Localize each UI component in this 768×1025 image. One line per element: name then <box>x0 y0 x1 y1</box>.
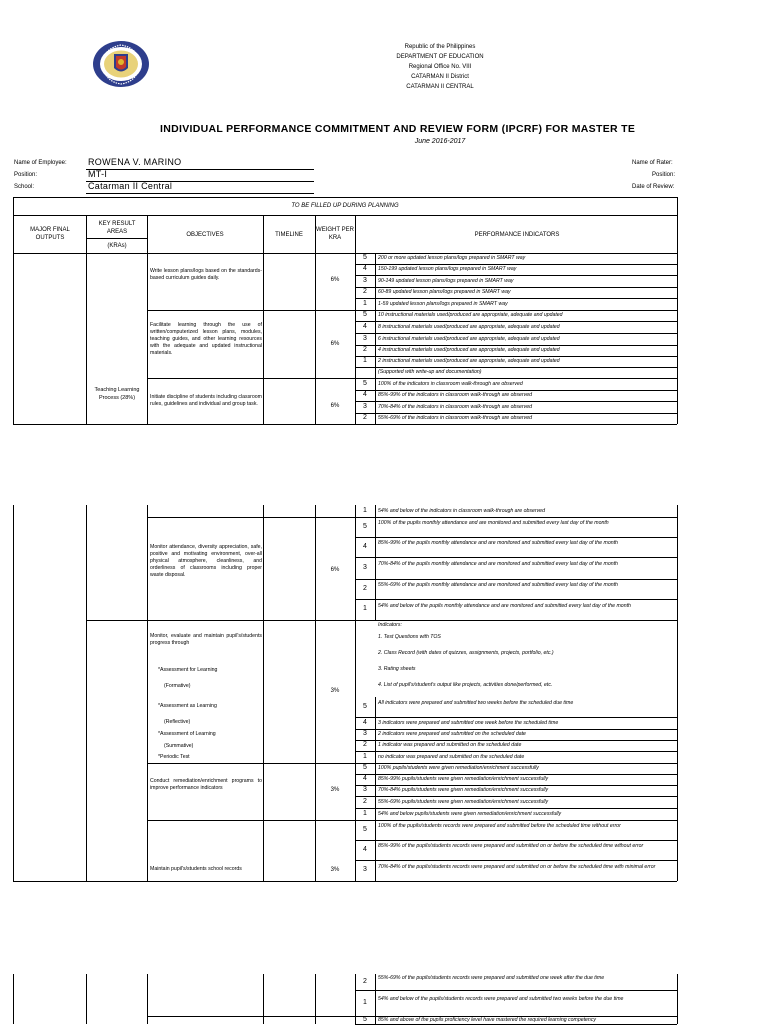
performance-indicator: 55%-69% of the pupils/students records were prepared and submitted one week after the due time <box>378 975 605 981</box>
rating-score: 5 <box>363 764 367 771</box>
assessment-item: *Periodic Test <box>158 754 190 760</box>
objective-lesson-plans: Write lesson plans/logs based on the standards-based curriculum guides daily. <box>150 268 262 281</box>
rating-score: 5 <box>363 702 367 710</box>
rating-score: 3 <box>363 402 367 410</box>
performance-indicator: 90-149 updated lesson plans/logs prepared in SMART way <box>378 277 514 284</box>
rating-score: 1 <box>363 506 367 514</box>
performance-indicator: 2 instructional materials used/produced are appropriate, adequate and updated <box>378 358 560 364</box>
indicator-item: 1. Test Questions with TOS <box>378 634 441 640</box>
rating-score: 1 <box>363 752 367 760</box>
rating-score: 1 <box>363 998 367 1006</box>
performance-indicator: 70%-84% of the pupils/students records were prepared and submitted on or before the scheduled time with minimal error <box>378 863 656 870</box>
rating-score: 1 <box>363 605 367 612</box>
form-title: INDIVIDUAL PERFORMANCE COMMITMENT AND REVIEW FORM (IPCRF) FOR MASTER TE <box>160 123 636 135</box>
performance-indicator: 54% and below of the indicators in classroom walk-through are observed <box>378 507 545 514</box>
rating-score: 5 <box>363 311 367 318</box>
indicator-item: 4. List of pupil's/student's output like projects, activities done/performed, etc. <box>378 682 553 688</box>
weight-obj5: 3% <box>330 688 340 694</box>
employee-name: ROWENA V. MARINO <box>88 157 182 167</box>
performance-indicator: 3 indicators were prepared and submitted one week before the scheduled time <box>378 719 559 726</box>
objective-school-records: Maintain pupil's/students school records <box>150 866 242 872</box>
weight-obj3: 6% <box>330 403 340 409</box>
employee-position-label: Position: <box>14 172 38 178</box>
district-line: CATARMAN II District <box>411 74 469 80</box>
rating-score: 1 <box>363 299 367 307</box>
objective-remediation: Conduct remediation/enrichment programs to improve performance indicators <box>150 778 262 791</box>
employee-school-label: School: <box>14 184 35 190</box>
performance-indicator: 150-199 updated lesson plans/logs prepared in SMART way <box>378 266 517 272</box>
indicators-header: PERFORMANCE INDICATORS <box>474 232 560 238</box>
performance-indicator: 6 instructional materials used/produced are appropriate, adequate and updated <box>378 335 560 342</box>
rating-score: 5 <box>363 379 367 387</box>
objective-discipline: Initiate discipline of students including classroom rules, guidelines and individual and group task. <box>150 394 262 407</box>
assessment-item: *Assessment as Learning <box>158 703 217 709</box>
rating-score: 2 <box>363 741 367 748</box>
rating-score: 5 <box>363 825 367 833</box>
rating-score: 2 <box>363 288 367 295</box>
performance-indicator: 10 instructional materials used/produced are appropriate, adequate and updated <box>378 312 563 318</box>
rating-score: 4 <box>363 391 367 398</box>
republic-line: Republic of the Philippines <box>404 44 476 50</box>
performance-indicator: 70%-84% of the indicators in classroom walk-through are observed <box>378 403 532 410</box>
performance-indicator: 100% pupils/students were given remediation/enrichment successfully <box>378 765 539 771</box>
rater-name-label: Name of Rater: <box>632 160 673 166</box>
region-line: Regional Office No. VIII <box>408 64 472 70</box>
weight-obj2: 6% <box>330 341 340 347</box>
rating-score: 2 <box>363 414 367 421</box>
rating-score: 3 <box>363 563 367 571</box>
performance-indicator: 70%-84% pupils/students were given remediation/enrichment successfully <box>378 787 549 793</box>
deped-seal-icon <box>92 40 150 88</box>
performance-indicator: (Supported with write-up and documentation) <box>378 369 482 375</box>
form-period: June 2016-2017 <box>414 138 466 145</box>
performance-indicator: 54% and below pupils/students were given remediation/enrichment successfully <box>378 810 562 817</box>
indicators-label: Indicators: <box>378 622 402 628</box>
kra-abbr: (KRAs) <box>107 243 127 249</box>
objective-monitor-progress: Monitor, evaluate and maintain pupil's/students progress through <box>150 633 262 646</box>
employee-name-label: Name of Employee: <box>14 160 67 166</box>
performance-indicator: 85%-99% of the pupils monthly attendance and are monitored and submitted every last day of the month <box>378 540 618 546</box>
weight-obj4: 6% <box>330 567 340 573</box>
performance-indicator: 2 indicators were prepared and submitted on the scheduled date <box>378 731 526 737</box>
rating-score: 3 <box>363 866 367 873</box>
school-line: CATARMAN II CENTRAL <box>406 84 474 90</box>
review-date-label: Date of Review: <box>632 184 675 190</box>
objective-monitor-attendance: Monitor attendance, diversity appreciation, safe, positive and motivating environment, over-all physical atmosphere, cleanliness, and orderliness of classrooms including proper waste disposal. <box>150 544 262 578</box>
rating-score: 4 <box>363 775 367 782</box>
performance-indicator: 100% of the pupils monthly attendance and are monitored and submitted every last day of the month <box>378 520 609 526</box>
objectives-header: OBJECTIVES <box>186 232 224 238</box>
rater-position-label: Position: <box>652 172 676 178</box>
rating-score: 1 <box>363 357 367 364</box>
rating-score: 4 <box>363 542 367 550</box>
performance-indicator: 100% of the pupils/students records were prepared and submitted before the scheduled time without error <box>378 823 621 829</box>
objective-learning-resources: Facilitate learning through the use of written/computerized lesson plans, modules, teaching guides, and other learning resources with the adequate and updated instructional materials. <box>150 322 262 356</box>
weight-header: WEIGHT PER KRA <box>316 227 354 241</box>
performance-indicator: 55%-69% of the pupils monthly attendance and are monitored and submitted every last day of the month <box>378 582 618 588</box>
performance-indicator: 55%-69% pupils/students were given remediation/enrichment successfully <box>378 798 549 805</box>
planning-header: TO BE FILLED UP DURING PLANNING <box>291 203 399 209</box>
performance-indicator: 85%-99% pupils/students were given remediation/enrichment successfully <box>378 776 549 782</box>
performance-indicator: All indicators were prepared and submitted two weeks before the scheduled due time <box>378 700 574 706</box>
indicator-item: 3. Rating sheets <box>378 666 416 672</box>
weight-obj6: 3% <box>330 787 340 793</box>
rating-score: 3 <box>363 334 367 342</box>
performance-indicator: 85%-99% of the indicators in classroom walk-through are observed <box>378 392 532 398</box>
rating-score: 2 <box>363 977 367 985</box>
rating-score: 1 <box>363 809 367 817</box>
mfo-header: MAJOR FINAL OUTPUTS <box>30 227 70 241</box>
performance-indicator: 4 instructional materials used/produced are appropriate, adequate and updated <box>378 347 560 353</box>
rating-score: 2 <box>363 584 367 592</box>
assessment-item: (Summative) <box>164 743 194 749</box>
timeline-header: TIMELINE <box>275 232 303 238</box>
rating-score: 2 <box>363 346 367 353</box>
kra-teaching-learning: Teaching Learning Process (28%) <box>94 387 140 401</box>
rating-score: 3 <box>363 786 367 793</box>
rating-score: 5 <box>363 522 367 530</box>
assessment-item: *Assessment for Learning <box>158 667 218 673</box>
assessment-item: (Formative) <box>164 683 191 689</box>
weight-obj7: 3% <box>330 867 340 873</box>
rating-score: 5 <box>363 1016 367 1023</box>
assessment-item: (Reflective) <box>164 719 191 725</box>
employee-school: Catarman II Central <box>88 181 173 191</box>
indicator-item: 2. Class Record (with dates of quizzes, assignments, projects, portfolio, etc.) <box>378 650 554 656</box>
performance-indicator: 54% and below of the pupils monthly attendance and are monitored and submitted every last day of the month <box>378 602 631 609</box>
performance-indicator: 100% of the indicators in classroom walk-through are observed <box>378 380 523 387</box>
rating-score: 4 <box>363 845 367 853</box>
performance-indicator: 1 indicator was prepared and submitted on the scheduled date <box>378 742 522 748</box>
performance-indicator: 8 instructional materials used/produced are appropriate, adequate and updated <box>378 323 560 330</box>
performance-indicator: 54% and below of the pupils/students records were prepared and submitted two weeks before the due time <box>378 996 624 1002</box>
rating-score: 4 <box>363 265 367 272</box>
rating-score: 3 <box>363 730 367 737</box>
assessment-item: *Assessment of Learning <box>158 731 216 737</box>
performance-indicator: 70%-84% of the pupils monthly attendance and are monitored and submitted every last day of the month <box>378 561 618 567</box>
performance-indicator: 55%-69% of the indicators in classroom walk-through are observed <box>378 415 532 421</box>
rating-score: 4 <box>363 322 367 330</box>
performance-indicator: no indicator was prepared and submitted on the scheduled date <box>378 753 525 760</box>
rating-score: 3 <box>363 276 367 284</box>
performance-indicator: 85% and above of the pupils proficiency level have mastered the required learning competency <box>378 1016 597 1023</box>
performance-indicator: 60-89 updated lesson plans/logs prepared in SMART way <box>378 289 511 295</box>
weight-obj1: 6% <box>330 277 340 283</box>
department-line: DEPARTMENT OF EDUCATION <box>396 54 484 60</box>
rating-score: 5 <box>363 254 367 261</box>
performance-indicator: 1-59 updated lesson plans/logs prepared in SMART way <box>378 300 508 307</box>
kra-header: KEY RESULT AREAS <box>98 221 136 235</box>
employee-position: MT-I <box>88 169 108 179</box>
rating-score: 2 <box>363 797 367 805</box>
performance-indicator: 200 or more updated lesson plans/logs prepared in SMART way <box>378 255 526 261</box>
rating-score: 4 <box>363 718 367 726</box>
performance-indicator: 85%-99% of the pupils/students records were prepared and submitted on or before the scheduled time without error <box>378 843 644 849</box>
